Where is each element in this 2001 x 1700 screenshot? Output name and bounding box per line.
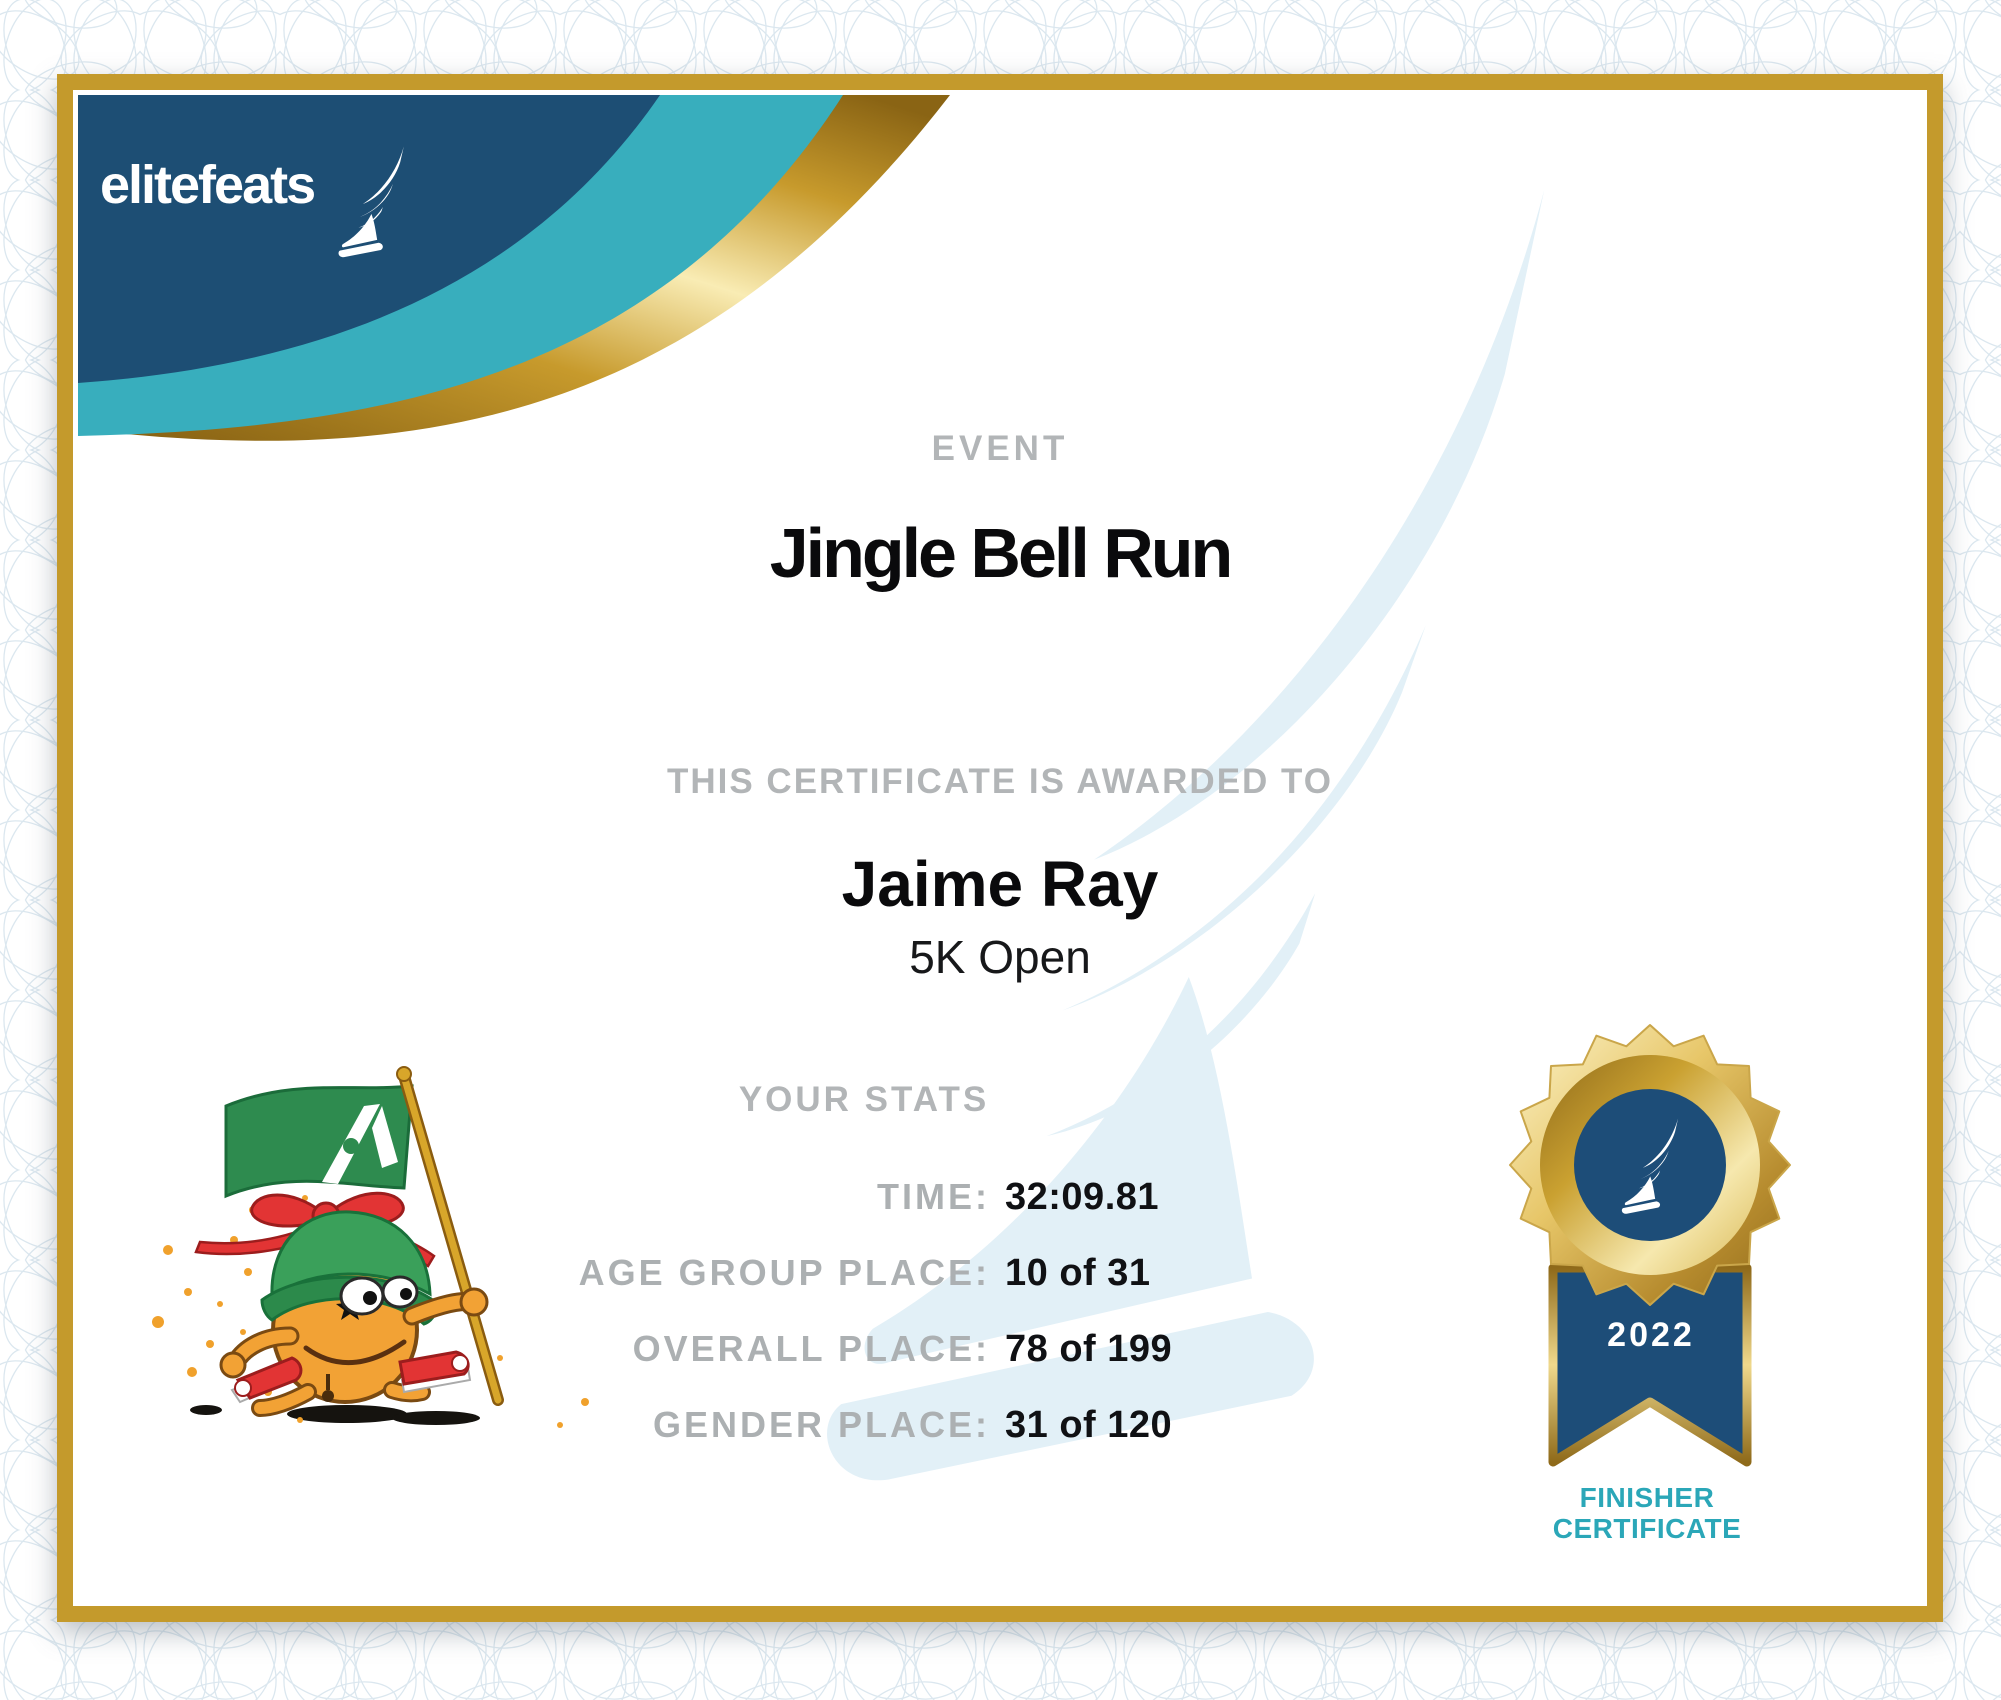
stat-value: 10 of 31 xyxy=(1005,1251,1151,1294)
event-label: EVENT xyxy=(931,429,1069,468)
stat-value: 78 of 199 xyxy=(1005,1327,1173,1370)
brand-logo-text: elitefeats xyxy=(100,155,315,215)
stat-value: 32:09.81 xyxy=(1005,1175,1160,1218)
stats-table xyxy=(370,1159,1610,1463)
stat-row-overall-place xyxy=(370,1311,1610,1387)
stat-label: TIME: xyxy=(877,1176,990,1217)
certificate-body xyxy=(78,95,1922,1601)
division-name: 5K Open xyxy=(909,931,1091,983)
stat-label: OVERALL PLACE: xyxy=(632,1328,990,1369)
recipient-name: Jaime Ray xyxy=(841,848,1159,920)
medal-caption-line2: CERTIFICATE xyxy=(1552,1513,1742,1544)
stat-row-time xyxy=(370,1159,1610,1235)
medal-caption-line1: FINISHER xyxy=(1579,1482,1715,1513)
medal-caption xyxy=(1487,1482,1807,1544)
stat-row-age-group-place xyxy=(370,1235,1610,1311)
medal-year: 2022 xyxy=(1607,1316,1695,1354)
stat-label: AGE GROUP PLACE: xyxy=(578,1252,990,1293)
stat-label: GENDER PLACE: xyxy=(652,1404,990,1445)
stat-value: 31 of 120 xyxy=(1005,1403,1173,1446)
winged-foot-logo-icon xyxy=(334,145,406,260)
awarded-label: THIS CERTIFICATE IS AWARDED TO xyxy=(666,762,1334,801)
stats-title: YOUR STATS xyxy=(738,1080,990,1119)
event-name: Jingle Bell Run xyxy=(769,514,1231,592)
certificate-frame xyxy=(57,74,1943,1622)
stat-row-gender-place xyxy=(370,1387,1610,1463)
